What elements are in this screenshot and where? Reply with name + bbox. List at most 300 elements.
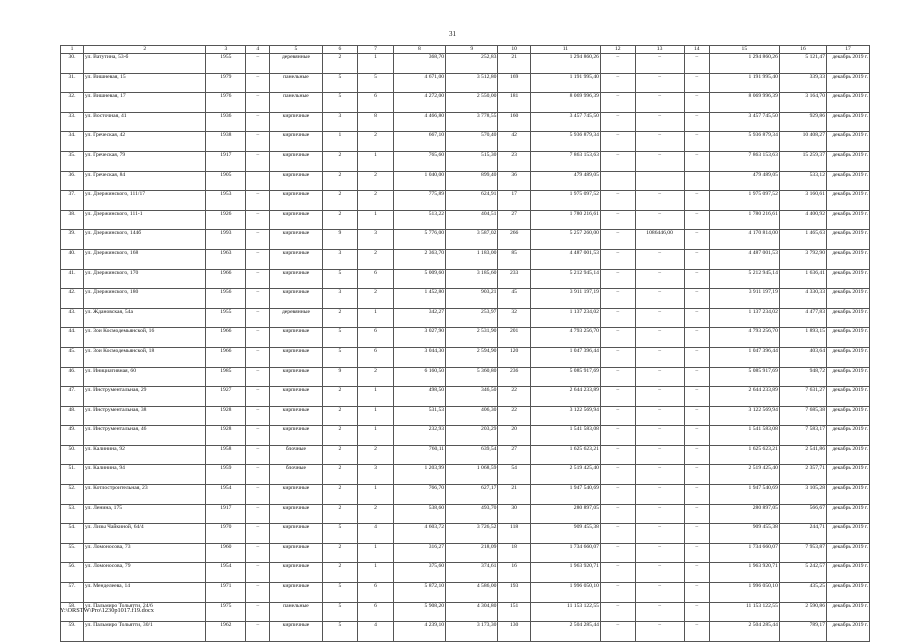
cell-entrances: 6 (358, 602, 394, 622)
cell-residents: 54 (498, 465, 530, 485)
cell-floors: 2 (322, 543, 358, 563)
page-number: 31 (449, 30, 456, 38)
cell-wall-material: деревянные (270, 308, 322, 328)
table-body (61, 54, 870, 642)
cell-cost-other-2: – (684, 308, 709, 328)
cell-entrances: 6 (358, 269, 394, 289)
cell-cost-fund (600, 171, 635, 191)
cell-residents: 23 (498, 151, 530, 171)
cell-entrances: 1 (358, 543, 394, 563)
cell-completion-date: декабрь 2019 г. (827, 73, 870, 93)
cell-residents: 181 (498, 93, 530, 113)
cell-address: ул. Дзержинского, 168 (84, 249, 206, 269)
cell-total-area: 3 044,30 (393, 347, 445, 367)
cell-floors: 9 (322, 230, 358, 250)
cell-address: ул. Дзержинского, 180 (84, 289, 206, 309)
table-row (61, 308, 870, 328)
cell-cost-final: 5 085 917,69 (709, 367, 779, 387)
cell-address: ул. Ждановская, 54а (84, 308, 206, 328)
cell-floors: 2 (322, 210, 358, 230)
cell-total-cost: 2 504 285,44 (530, 622, 600, 642)
cell-residents: 22 (498, 406, 530, 426)
cell-cost-fund: – (600, 445, 635, 465)
cell-cost-fund: – (600, 54, 635, 74)
cell-total-area: 2 363,70 (393, 249, 445, 269)
cell-cost-other-1: – (635, 289, 684, 309)
cell-floors: 5 (322, 347, 358, 367)
cell-cost-other-1: 1086446,00 (635, 230, 684, 250)
cell-cost-per-sqm: 7 583,17 (779, 426, 826, 446)
cell-row-number: 36. (61, 171, 84, 191)
cell-cost-other-2: – (684, 504, 709, 524)
cell-total-cost: 3 122 569,94 (530, 406, 600, 426)
cell-cost-other-2: – (684, 622, 709, 642)
column-number-2: 2 (84, 46, 206, 54)
table-row (61, 504, 870, 524)
cell-cost-final: 1 963 920,71 (709, 563, 779, 583)
cell-year-built: 1905 (206, 171, 246, 191)
cell-cost-per-sqm: 948,72 (779, 367, 826, 387)
cell-cost-other-2: – (684, 191, 709, 211)
cell-completion-date: декабрь 2019 г. (827, 347, 870, 367)
cell-total-area: 531,53 (393, 406, 445, 426)
table-row (61, 151, 870, 171)
cell-year-built: 1926 (206, 210, 246, 230)
cell-year-renovated: – (246, 406, 270, 426)
table-row (61, 406, 870, 426)
cell-wall-material: панельные (270, 73, 322, 93)
cell-living-area: 624,91 (446, 191, 498, 211)
cell-entrances: 2 (358, 289, 394, 309)
cell-cost-fund: – (600, 328, 635, 348)
cell-floors: 5 (322, 602, 358, 622)
cell-floors: 2 (322, 171, 358, 191)
cell-living-area: 5 360,80 (446, 367, 498, 387)
column-number-14: 14 (684, 46, 709, 54)
cell-row-number: 41. (61, 269, 84, 289)
cell-cost-final: 5 212 945,14 (709, 269, 779, 289)
cell-year-renovated: – (246, 191, 270, 211)
cell-completion-date: декабрь 2019 г. (827, 249, 870, 269)
cell-floors: 5 (322, 328, 358, 348)
cell-total-cost: 5 085 917,69 (530, 367, 600, 387)
cell-address: ул. Греческая, 79 (84, 151, 206, 171)
cell-cost-per-sqm: 244,71 (779, 524, 826, 544)
cell-address: ул. Пальмиро Тольятти, 30/1 (84, 622, 206, 642)
cell-living-area: 3 185,60 (446, 269, 498, 289)
cell-total-area: 5 872,10 (393, 583, 445, 603)
housing-table-container (60, 45, 870, 642)
cell-wall-material: кирпичные (270, 328, 322, 348)
cell-total-area: 667,10 (393, 132, 445, 152)
cell-cost-other-1: – (635, 504, 684, 524)
cell-completion-date: декабрь 2019 г. (827, 269, 870, 289)
cell-cost-final: 7 863 153,63 (709, 151, 779, 171)
cell-floors: 2 (322, 54, 358, 74)
cell-completion-date: декабрь 2019 г. (827, 328, 870, 348)
cell-cost-final: 1 734 660,07 (709, 543, 779, 563)
cell-floors: 5 (322, 269, 358, 289)
cell-floors: 2 (322, 406, 358, 426)
cell-row-number: 39. (61, 230, 84, 250)
cell-total-cost: 11 153 122,55 (530, 602, 600, 622)
cell-row-number: 57. (61, 583, 84, 603)
cell-total-area: 775,89 (393, 191, 445, 211)
cell-residents: 16 (498, 563, 530, 583)
cell-row-number: 37. (61, 191, 84, 211)
cell-cost-final: 3 122 569,94 (709, 406, 779, 426)
cell-address: ул. Ломоносова, 79 (84, 563, 206, 583)
cell-living-area: 570,40 (446, 132, 498, 152)
cell-total-cost: 5 257 260,00 (530, 230, 600, 250)
cell-wall-material: кирпичные (270, 583, 322, 603)
cell-cost-fund: – (600, 543, 635, 563)
table-row (61, 387, 870, 407)
cell-residents: 36 (498, 171, 530, 191)
cell-wall-material: кирпичные (270, 622, 322, 642)
cell-entrances: 1 (358, 54, 394, 74)
cell-living-area: 346,50 (446, 387, 498, 407)
cell-year-built: 1958 (206, 445, 246, 465)
column-number-6: 6 (322, 46, 358, 54)
cell-completion-date: декабрь 2019 г. (827, 583, 870, 603)
cell-address: ул. Инструментальная, 38 (84, 406, 206, 426)
cell-address: ул. Восточная, 41 (84, 112, 206, 132)
cell-cost-per-sqm: 3 105,28 (779, 485, 826, 505)
cell-total-cost: 1 625 623,21 (530, 445, 600, 465)
cell-year-built: 1970 (206, 524, 246, 544)
cell-entrances: 1 (358, 308, 394, 328)
cell-cost-per-sqm: 15 259,37 (779, 151, 826, 171)
cell-year-renovated: – (246, 622, 270, 642)
cell-cost-other-1: – (635, 387, 684, 407)
cell-total-area: 5 908,20 (393, 602, 445, 622)
cell-completion-date: декабрь 2019 г. (827, 289, 870, 309)
column-number-13: 13 (635, 46, 684, 54)
cell-cost-per-sqm: 403,64 (779, 347, 826, 367)
cell-year-built: 1966 (206, 347, 246, 367)
cell-address: ул. Менделеева, 14 (84, 583, 206, 603)
cell-cost-final: 280 897,05 (709, 504, 779, 524)
cell-cost-per-sqm: 339,33 (779, 73, 826, 93)
cell-cost-other-1: – (635, 73, 684, 93)
table-row (61, 210, 870, 230)
cell-total-area: 4 671,00 (393, 73, 445, 93)
cell-row-number: 58. (61, 602, 84, 622)
cell-living-area: 2 550,00 (446, 93, 498, 113)
cell-residents: 160 (498, 112, 530, 132)
cell-cost-per-sqm: 7 685,38 (779, 406, 826, 426)
cell-completion-date: декабрь 2019 г. (827, 171, 870, 191)
cell-entrances: 6 (358, 328, 394, 348)
cell-cost-other-1: – (635, 347, 684, 367)
cell-cost-fund: – (600, 269, 635, 289)
cell-year-renovated (246, 171, 270, 191)
column-number-5: 5 (270, 46, 322, 54)
cell-living-area: 252,83 (446, 54, 498, 74)
cell-cost-other-2: – (684, 230, 709, 250)
cell-year-built: 1917 (206, 151, 246, 171)
cell-year-renovated: – (246, 602, 270, 622)
cell-residents: 27 (498, 445, 530, 465)
table-row (61, 622, 870, 642)
cell-cost-per-sqm: 7 631,27 (779, 387, 826, 407)
cell-entrances: 2 (358, 191, 394, 211)
cell-residents: 130 (498, 622, 530, 642)
cell-address: ул. Зои Космодемьянской, 16 (84, 328, 206, 348)
cell-entrances: 2 (358, 171, 394, 191)
cell-row-number: 53. (61, 504, 84, 524)
cell-total-cost: 1 541 583,08 (530, 426, 600, 446)
cell-total-cost: 280 897,05 (530, 504, 600, 524)
cell-cost-other-2: – (684, 543, 709, 563)
cell-address: ул. Ломоносова, 73 (84, 543, 206, 563)
cell-wall-material: кирпичные (270, 387, 322, 407)
cell-cost-per-sqm: 3 160,61 (779, 191, 826, 211)
cell-cost-other-2: – (684, 328, 709, 348)
cell-address: ул. Котлостроительная, 23 (84, 485, 206, 505)
cell-total-area: 1 452,80 (393, 289, 445, 309)
cell-cost-other-1: – (635, 622, 684, 642)
cell-cost-final: 1 294 860,26 (709, 54, 779, 74)
cell-total-cost: 1 780 216,61 (530, 210, 600, 230)
cell-cost-final: 11 153 122,55 (709, 602, 779, 622)
cell-cost-per-sqm: 10 408,27 (779, 132, 826, 152)
table-row (61, 328, 870, 348)
cell-cost-other-1: – (635, 308, 684, 328)
cell-year-built: 1971 (206, 583, 246, 603)
cell-floors: 2 (322, 151, 358, 171)
cell-wall-material: кирпичные (270, 112, 322, 132)
cell-completion-date: декабрь 2019 г. (827, 485, 870, 505)
cell-total-area: 375,60 (393, 563, 445, 583)
cell-residents: 85 (498, 249, 530, 269)
column-number-12: 12 (600, 46, 635, 54)
cell-living-area: 627,17 (446, 485, 498, 505)
cell-cost-other-1: – (635, 445, 684, 465)
cell-entrances: 3 (358, 230, 394, 250)
cell-address: ул. Зои Космодемьянской, 18 (84, 347, 206, 367)
cell-year-built: 1938 (206, 132, 246, 152)
cell-completion-date: декабрь 2019 г. (827, 426, 870, 446)
cell-total-cost: 2 519 425,40 (530, 465, 600, 485)
cell-cost-final: 2 504 285,44 (709, 622, 779, 642)
cell-floors: 5 (322, 583, 358, 603)
cell-cost-per-sqm: 7 953,87 (779, 543, 826, 563)
cell-year-renovated: – (246, 112, 270, 132)
cell-year-built: 1966 (206, 328, 246, 348)
cell-cost-per-sqm: 5 242,57 (779, 563, 826, 583)
table-row (61, 289, 870, 309)
cell-total-cost: 5 212 945,14 (530, 269, 600, 289)
cell-address: ул. Дзержинского, 144б (84, 230, 206, 250)
cell-total-cost: 909 455,38 (530, 524, 600, 544)
cell-living-area: 3 778,55 (446, 112, 498, 132)
cell-floors: 5 (322, 93, 358, 113)
cell-cost-other-1: – (635, 602, 684, 622)
cell-completion-date: декабрь 2019 г. (827, 230, 870, 250)
cell-row-number: 49. (61, 426, 84, 446)
cell-cost-other-2: – (684, 73, 709, 93)
cell-cost-fund: – (600, 622, 635, 642)
column-number-17: 17 (827, 46, 870, 54)
cell-total-cost: 1 137 234,02 (530, 308, 600, 328)
cell-entrances: 8 (358, 112, 394, 132)
cell-residents: 21 (498, 54, 530, 74)
table-row (61, 249, 870, 269)
cell-cost-other-1: – (635, 269, 684, 289)
cell-wall-material: кирпичные (270, 269, 322, 289)
cell-cost-other-1: – (635, 191, 684, 211)
cell-entrances: 1 (358, 406, 394, 426)
table-row (61, 543, 870, 563)
cell-total-area: 766,70 (393, 485, 445, 505)
cell-residents: 169 (498, 73, 530, 93)
cell-cost-final: 1 047 396,44 (709, 347, 779, 367)
cell-wall-material: кирпичные (270, 171, 322, 191)
cell-cost-final: 1 625 623,21 (709, 445, 779, 465)
cell-completion-date: декабрь 2019 г. (827, 465, 870, 485)
cell-residents: 22 (498, 387, 530, 407)
cell-floors: 2 (322, 485, 358, 505)
cell-cost-per-sqm: 2 590,86 (779, 602, 826, 622)
cell-cost-fund: – (600, 504, 635, 524)
table-row (61, 445, 870, 465)
cell-total-area: 5 009,60 (393, 269, 445, 289)
cell-wall-material: кирпичные (270, 132, 322, 152)
table-row (61, 112, 870, 132)
cell-year-built: 1917 (206, 504, 246, 524)
cell-living-area: 3 512,80 (446, 73, 498, 93)
column-number-1: 1 (61, 46, 84, 54)
cell-cost-other-1: – (635, 563, 684, 583)
cell-entrances: 3 (358, 465, 394, 485)
table-row (61, 524, 870, 544)
cell-cost-per-sqm: 1 893,15 (779, 328, 826, 348)
cell-year-built: 1927 (206, 387, 246, 407)
column-number-9: 9 (446, 46, 498, 54)
cell-completion-date: декабрь 2019 г. (827, 210, 870, 230)
cell-entrances: 2 (358, 249, 394, 269)
cell-cost-fund: – (600, 151, 635, 171)
cell-cost-final: 1 996 050,10 (709, 583, 779, 603)
cell-cost-other-2: – (684, 426, 709, 446)
cell-cost-other-1: – (635, 151, 684, 171)
cell-row-number: 38. (61, 210, 84, 230)
cell-residents: 266 (498, 230, 530, 250)
cell-wall-material: панельные (270, 93, 322, 113)
cell-completion-date: декабрь 2019 г. (827, 602, 870, 622)
cell-year-renovated: – (246, 328, 270, 348)
cell-total-cost: 7 863 153,63 (530, 151, 600, 171)
cell-cost-per-sqm: 789,17 (779, 622, 826, 642)
cell-residents: 18 (498, 543, 530, 563)
cell-living-area: 404,51 (446, 210, 498, 230)
column-number-4: 4 (246, 46, 270, 54)
cell-address: ул. Пальмиро Тольятти, 24/6 (84, 602, 206, 622)
cell-living-area: 3 173,30 (446, 622, 498, 642)
cell-address: ул. Инструментальная, 29 (84, 387, 206, 407)
cell-cost-final: 4 487 001,53 (709, 249, 779, 269)
cell-residents: 151 (498, 602, 530, 622)
cell-cost-fund: – (600, 289, 635, 309)
cell-cost-fund: – (600, 583, 635, 603)
cell-year-built: 1954 (206, 485, 246, 505)
cell-entrances: 2 (358, 132, 394, 152)
cell-cost-other-1: – (635, 465, 684, 485)
cell-cost-fund: – (600, 191, 635, 211)
cell-living-area: 1 183,00 (446, 249, 498, 269)
cell-year-renovated: – (246, 367, 270, 387)
cell-row-number: 30. (61, 54, 84, 74)
cell-cost-fund: – (600, 465, 635, 485)
cell-cost-other-1: – (635, 132, 684, 152)
table-row (61, 93, 870, 113)
cell-living-area: 899,40 (446, 171, 498, 191)
cell-cost-final: 1 975 097,52 (709, 191, 779, 211)
cell-row-number: 46. (61, 367, 84, 387)
cell-cost-final: 1 780 216,61 (709, 210, 779, 230)
housing-table (60, 45, 870, 642)
cell-cost-fund: – (600, 347, 635, 367)
cell-year-built: 1966 (206, 269, 246, 289)
column-number-15: 15 (709, 46, 779, 54)
cell-total-area: 513,22 (393, 210, 445, 230)
table-row (61, 485, 870, 505)
cell-completion-date: декабрь 2019 г. (827, 504, 870, 524)
cell-year-renovated: – (246, 524, 270, 544)
cell-living-area: 3 587,02 (446, 230, 498, 250)
cell-total-cost: 2 644 233,89 (530, 387, 600, 407)
cell-completion-date: декабрь 2019 г. (827, 622, 870, 642)
cell-cost-per-sqm: 1 636,41 (779, 269, 826, 289)
cell-year-renovated: – (246, 387, 270, 407)
cell-address: ул. Ленина, 175 (84, 504, 206, 524)
cell-floors: 3 (322, 289, 358, 309)
cell-residents: 17 (498, 191, 530, 211)
cell-cost-fund: – (600, 367, 635, 387)
cell-year-renovated: – (246, 426, 270, 446)
table-row (61, 426, 870, 446)
cell-row-number: 52. (61, 485, 84, 505)
cell-total-cost: 1 963 920,71 (530, 563, 600, 583)
cell-total-area: 760,11 (393, 445, 445, 465)
cell-year-built: 1976 (206, 93, 246, 113)
cell-residents: 45 (498, 289, 530, 309)
cell-year-built: 1963 (206, 249, 246, 269)
cell-year-built: 1928 (206, 426, 246, 446)
cell-total-cost: 1 191 995,40 (530, 73, 600, 93)
cell-address: ул. Ватутина, 53-б (84, 54, 206, 74)
cell-cost-per-sqm: 929,86 (779, 112, 826, 132)
cell-cost-other-2: – (684, 132, 709, 152)
cell-wall-material: кирпичные (270, 563, 322, 583)
cell-total-area: 4 239,10 (393, 622, 445, 642)
cell-year-built: 1955 (206, 308, 246, 328)
cell-completion-date: декабрь 2019 г. (827, 445, 870, 465)
cell-wall-material: кирпичные (270, 347, 322, 367)
cell-total-area: 4 272,00 (393, 93, 445, 113)
cell-cost-fund: – (600, 387, 635, 407)
cell-cost-final: 479 489,05 (709, 171, 779, 191)
cell-total-area: 1 040,00 (393, 171, 445, 191)
cell-address: ул. Дзержинского, 111-1 (84, 210, 206, 230)
cell-total-area: 316,27 (393, 543, 445, 563)
table-row (61, 269, 870, 289)
cell-cost-fund: – (600, 426, 635, 446)
cell-wall-material: кирпичные (270, 524, 322, 544)
cell-cost-per-sqm: 1 465,63 (779, 230, 826, 250)
